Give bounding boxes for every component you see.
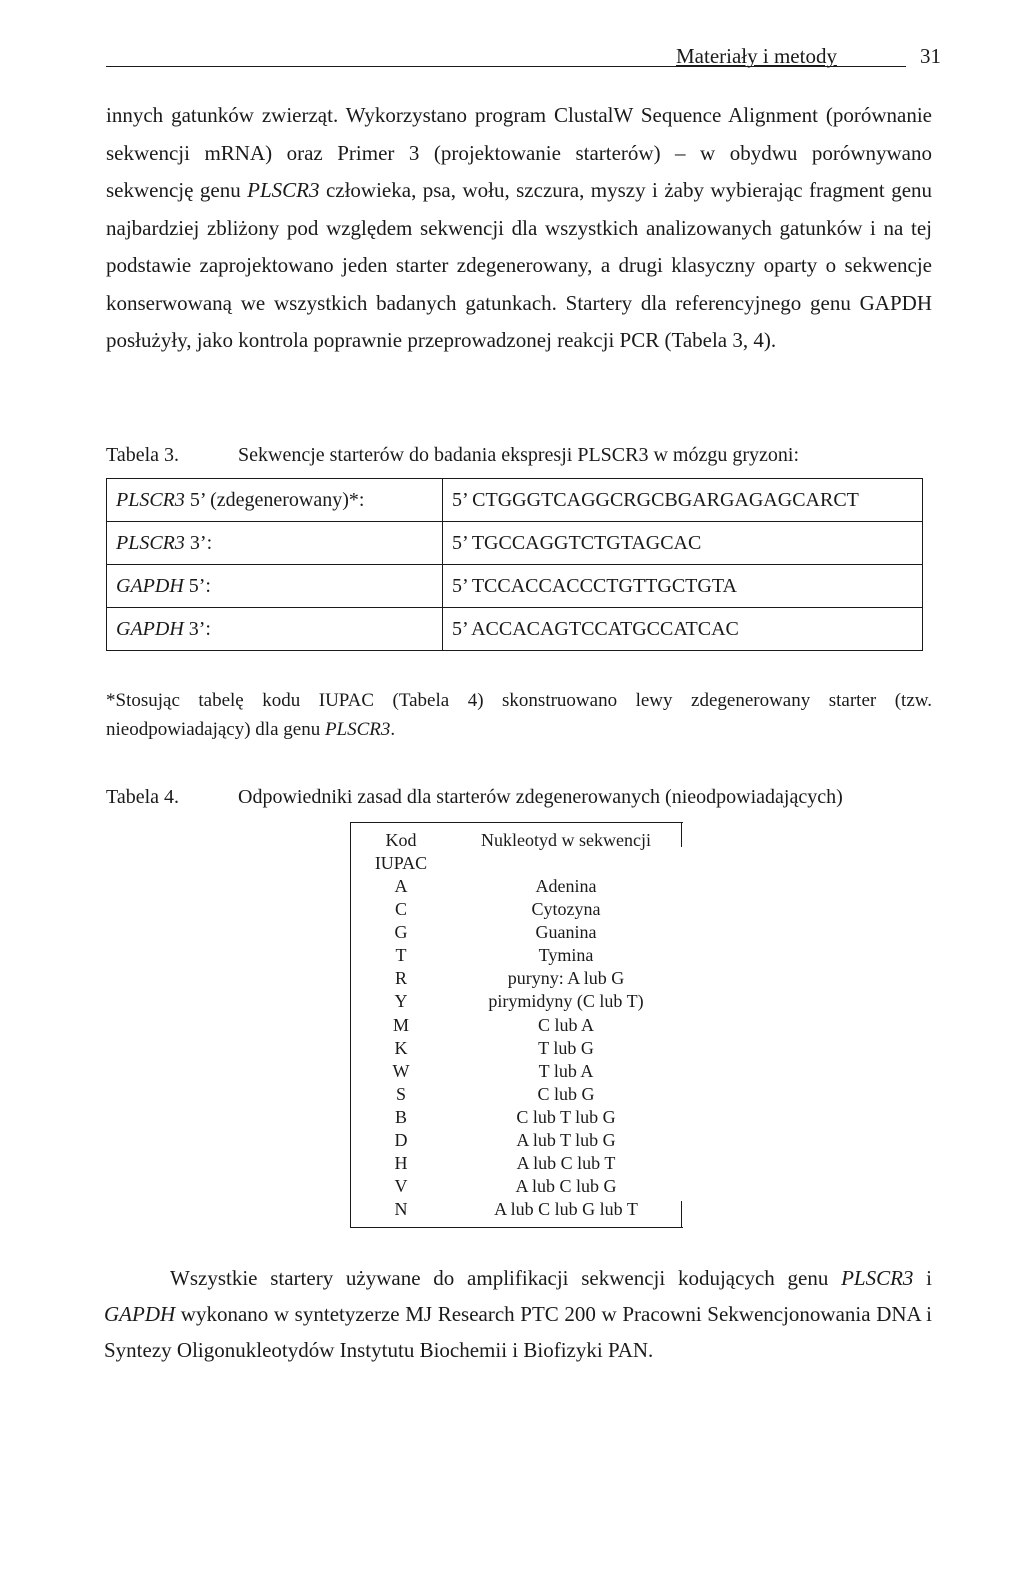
table4-caption: Odpowiedniki zasad dla starterów zdegenerowanych (nieodpowiadających) xyxy=(238,786,843,808)
iupac-code: A xyxy=(394,876,408,896)
iupac-code-table xyxy=(350,822,683,1228)
footnote-text: nieodpowiadający) dla genu xyxy=(106,719,325,740)
iupac-code: V xyxy=(394,1176,408,1197)
nucleotide-meaning: T lub G xyxy=(538,1037,594,1058)
paragraph-text: wykonano w syntetyzerze MJ Research PTC 200 w Pracowni Sekwencjonowania DNA i Syntezy Oligonukleotydów Instytutu Biochemii i Biofizyki PAN. xyxy=(104,1302,932,1362)
iupac-code: N xyxy=(394,1199,408,1220)
nucleotide-meaning: A lub C lub T xyxy=(516,1153,616,1174)
nucleotide-meaning: C lub A xyxy=(537,1014,594,1035)
iupac-code: Y xyxy=(394,991,408,1012)
header-rule xyxy=(106,66,906,67)
running-header-title: Materiały i metody xyxy=(676,44,837,68)
table-row xyxy=(351,944,681,967)
iupac-code: H xyxy=(394,1153,408,1174)
nucleotide-meaning: Guanina xyxy=(535,922,597,943)
primer-direction: 5’: xyxy=(183,574,211,597)
header-text: IUPAC xyxy=(374,853,428,873)
primer-direction: 5’ (zdegenerowany)*: xyxy=(184,488,365,511)
table-row xyxy=(351,1083,681,1106)
gene-name: PLSCR3 xyxy=(116,488,185,511)
table4-label: Tabela 4. xyxy=(106,786,180,808)
iupac-code: C xyxy=(394,899,407,920)
table-row xyxy=(351,1106,681,1129)
nucleotide-meaning: Adenina xyxy=(535,876,597,896)
table-row xyxy=(351,990,681,1013)
nucleotide-meaning: puryny: A lub G xyxy=(507,968,625,989)
iupac-code: S xyxy=(395,1083,406,1104)
table-row xyxy=(107,565,923,608)
iupac-rows xyxy=(351,875,681,1221)
nucleotide-meaning: A lub T lub G xyxy=(516,1130,616,1151)
header-text: Kod xyxy=(385,830,417,850)
nucleotide-meaning: A lub C lub G lub T xyxy=(494,1199,638,1220)
iupac-code: T xyxy=(395,945,407,966)
nucleotide-meaning: C lub T lub G xyxy=(516,1106,616,1127)
table-row xyxy=(107,479,923,522)
table-row xyxy=(107,608,923,651)
body-paragraph-1: innych gatunków zwierząt. Wykorzystano program ClustalW Sequence Alignment (porównanie sekwencji mRNA) oraz Primer 3 (projektowanie starterów) – w obydwu porównywano sekwencję genu PLSCR3 człowieka, psa, wołu, szczura, myszy i żaby wybierając fragment genu najbardziej zbliżony pod względem sekwencji dla wszystkich analizowanych gatunków i na tej podstawie zaprojektowano jeden starter zdegenerowany, a drugi klasyczny oparty o sekwencje konserwowaną we wszystkich badanych gatunkach. Startery dla referencyjnego genu GAPDH posłużyły, jako kontrola poprawnie przeprowadzonej reakcji PCR (Tabela 3, 4). xyxy=(106,103,933,352)
table3-footnote xyxy=(106,686,932,744)
nucleotide-meaning: T lub A xyxy=(538,1060,594,1081)
gene-name: PLSCR3 xyxy=(324,719,391,740)
iupac-code: W xyxy=(392,1060,410,1081)
primer-sequence-cell: 5’ TGCCAGGTCTGTAGCAC xyxy=(443,522,923,565)
table-row xyxy=(351,1014,681,1037)
primer-name-cell xyxy=(107,522,443,565)
iupac-code: M xyxy=(392,1014,409,1035)
gene-name: PLSCR3 xyxy=(841,1266,914,1290)
iupac-code: G xyxy=(394,922,408,943)
footnote-line-1: *Stosując tabelę kodu IUPAC (Tabela 4) skonstruowano lewy zdegenerowany starter (tzw. xyxy=(106,690,932,711)
table-row xyxy=(351,1129,681,1152)
nucleotide-meaning: Tymina xyxy=(538,945,594,966)
primer-sequence-cell: 5’ TCCACCACCCTGTTGCTGTA xyxy=(443,565,923,608)
primer-sequence-cell: 5’ ACCACAGTCCATGCCATCAC xyxy=(443,608,923,651)
table-row xyxy=(351,1175,681,1198)
table-row xyxy=(107,522,923,565)
table-border xyxy=(681,1201,682,1227)
nucleotide-meaning: A lub C lub G xyxy=(515,1176,617,1197)
primer-direction: 3’: xyxy=(184,531,213,554)
iupac-code: R xyxy=(394,968,407,989)
gene-name: GAPDH xyxy=(116,574,184,597)
primer-name-cell xyxy=(107,565,443,608)
table-row xyxy=(351,1037,681,1060)
primer-sequence-table xyxy=(106,478,923,651)
column-header-nucleotide: Nukleotyd w sekwencji xyxy=(481,830,651,850)
table-row xyxy=(351,1060,681,1083)
primer-name-cell xyxy=(107,479,443,522)
table-row xyxy=(351,898,681,921)
table-row xyxy=(351,921,681,944)
table3-caption: Sekwencje starterów do badania ekspresji PLSCR3 w mózgu gryzoni: xyxy=(238,444,799,466)
nucleotide-meaning: pirymidyny (C lub T) xyxy=(488,991,644,1012)
primer-direction: 3’: xyxy=(183,617,211,640)
iupac-code: D xyxy=(394,1130,408,1151)
primer-name-cell xyxy=(107,608,443,651)
page-number: 31 xyxy=(920,44,941,68)
primer-sequence-cell: 5’ CTGGGTCAGGCRGCBGARGAGAGCARCT xyxy=(443,479,923,522)
footnote-text: . xyxy=(390,719,396,740)
gene-name: PLSCR3 xyxy=(116,531,185,554)
paragraph-text: i xyxy=(913,1266,932,1290)
table3-label: Tabela 3. xyxy=(106,444,180,466)
table-row xyxy=(351,875,681,898)
paragraph-text: Wszystkie startery używane do amplifikacji sekwencji kodujących genu xyxy=(170,1266,842,1290)
iupac-code: B xyxy=(394,1106,407,1127)
table-row xyxy=(351,967,681,990)
iupac-code: K xyxy=(394,1037,408,1058)
nucleotide-meaning: Cytozyna xyxy=(531,899,601,920)
footnote-line-2 xyxy=(106,715,932,744)
gene-name: GAPDH xyxy=(104,1302,176,1326)
column-header-code xyxy=(351,829,451,875)
nucleotide-meaning: C lub G xyxy=(537,1083,595,1104)
table-border xyxy=(681,823,682,847)
body-paragraph-2 xyxy=(104,1260,932,1368)
table-row xyxy=(351,1152,681,1175)
gene-name: GAPDH xyxy=(116,617,184,640)
table-row xyxy=(351,1198,681,1221)
